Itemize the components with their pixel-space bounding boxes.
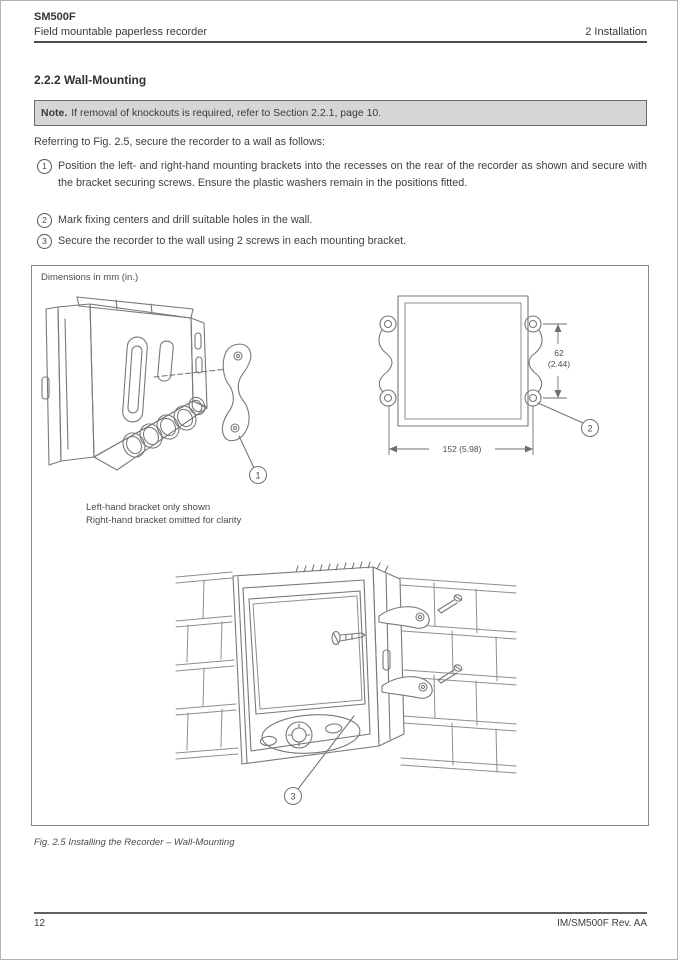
figure-dimensions-note: Dimensions in mm (in.) xyxy=(41,272,139,283)
note-label: Note. xyxy=(41,107,68,119)
figure-isometric-recorder-drawing xyxy=(41,289,341,496)
callout-1-number: 1 xyxy=(255,470,261,481)
note-text: If removal of knockouts is required, refer to Section 2.2.1, page 10. xyxy=(71,107,382,119)
brick-wall-right xyxy=(400,578,516,773)
figure-wall-mounted-recorder-drawing xyxy=(176,554,516,811)
step-text: Secure the recorder to the wall using 2 screws in each mounting bracket. xyxy=(58,235,407,247)
section-heading: 2.2.2 Wall-Mounting xyxy=(34,73,147,87)
upper-fixing-screw xyxy=(438,594,463,613)
bracket-note-line2: Right-hand bracket omitted for clarity xyxy=(86,515,242,526)
mounting-bracket-shape xyxy=(222,344,250,441)
callout-3-number: 3 xyxy=(290,791,296,802)
vertical-dimension-mm: 62 xyxy=(554,348,564,358)
figure-fixing-dimensions-drawing xyxy=(361,284,651,466)
vertical-dimension-in: (2.44) xyxy=(547,359,571,369)
footer-page-number: 12 xyxy=(34,918,46,929)
header-rule xyxy=(34,41,647,43)
brick-wall-left xyxy=(176,572,238,759)
step-item-3 xyxy=(37,233,647,250)
callout-2-number: 2 xyxy=(587,423,593,434)
note-box xyxy=(34,100,647,126)
footer-doc-ref: IM/SM500F Rev. AA xyxy=(557,918,647,929)
header-chapter: 2 Installation xyxy=(585,26,647,38)
bracket-note xyxy=(86,501,241,527)
step-text: Mark fixing centers and drill suitable holes in the wall. xyxy=(58,214,313,226)
header-row xyxy=(34,26,647,38)
step-number-circle: 2 xyxy=(37,213,52,228)
footer-row xyxy=(34,918,647,929)
horizontal-dimension-label: 152 (5.98) xyxy=(442,444,482,454)
header-product-title: SM500F xyxy=(34,11,76,23)
step-item-1 xyxy=(37,158,647,191)
footer-rule xyxy=(34,912,647,914)
step-number-circle: 1 xyxy=(37,159,52,174)
step-text: Position the left- and right-hand mounting brackets into the recesses on the rear of the recorder as shown and secure with the bracket securing screws. Ensure the plastic washers remain in the positions fitted. xyxy=(58,160,647,189)
figure-caption: Fig. 2.5 Installing the Recorder – Wall-Mounting xyxy=(34,837,235,848)
intro-paragraph: Referring to Fig. 2.5, secure the recorder to a wall as follows: xyxy=(34,136,326,148)
bracket-note-line1: Left-hand bracket only shown xyxy=(86,502,211,513)
step-item-2 xyxy=(37,212,647,229)
header-subtitle: Field mountable paperless recorder xyxy=(34,26,208,38)
step-number-circle: 3 xyxy=(37,234,52,249)
